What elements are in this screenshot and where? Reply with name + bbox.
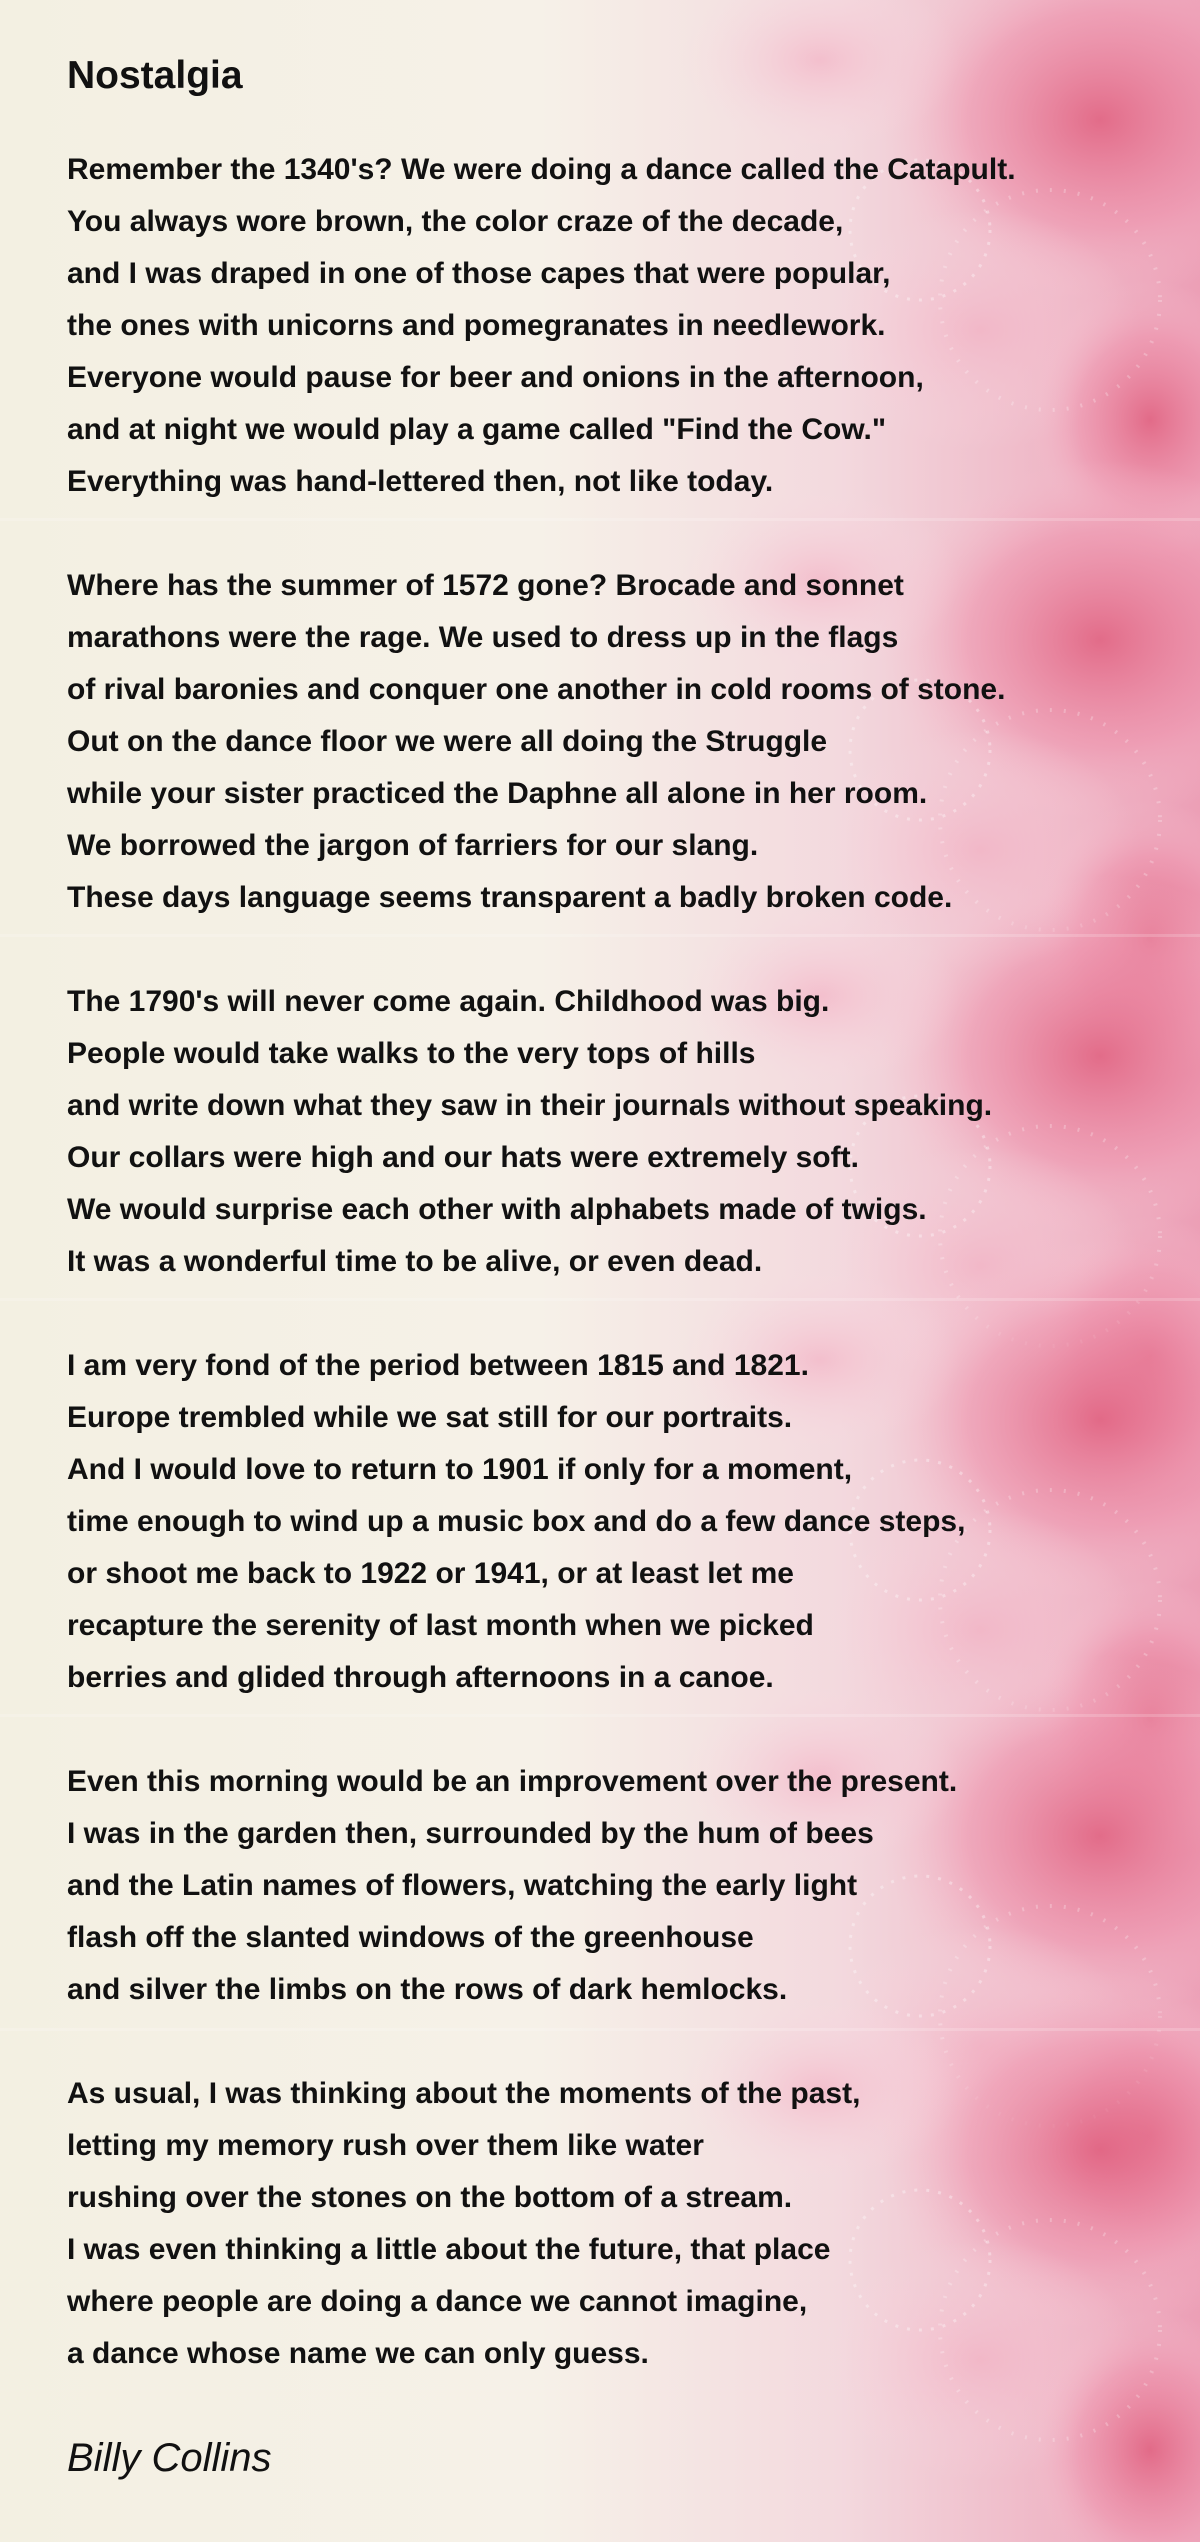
poem-line: Out on the dance floor we were all doing the Struggle	[67, 725, 828, 758]
poem-line: It was a wonderful time to be alive, or even dead.	[67, 1245, 763, 1278]
poem-container	[67, 48, 1167, 2486]
poem-line: a dance whose name we can only guess.	[67, 2337, 649, 2370]
stanza-5	[67, 1756, 1167, 2016]
stanza-3	[67, 976, 1167, 1288]
poem-line: the ones with unicorns and pomegranates in needlework.	[67, 309, 886, 342]
poem-line: recapture the serenity of last month when we picked	[67, 1609, 814, 1642]
poem-line: And I would love to return to 1901 if only for a moment,	[67, 1453, 853, 1486]
poem-line: time enough to wind up a music box and do a few dance steps,	[67, 1505, 966, 1538]
poem-line: or shoot me back to 1922 or 1941, or at least let me	[67, 1557, 794, 1590]
poem-author: Billy Collins	[67, 2436, 272, 2480]
poem-line: and the Latin names of flowers, watching the early light	[67, 1869, 858, 1902]
poem-line: I was in the garden then, surrounded by the hum of bees	[67, 1817, 874, 1850]
poem-line: marathons were the rage. We used to dress up in the flags	[67, 621, 899, 654]
poem-line: and I was draped in one of those capes that were popular,	[67, 257, 891, 290]
poem-line: and silver the limbs on the rows of dark hemlocks.	[67, 1973, 788, 2006]
stanza-6	[67, 2068, 1167, 2380]
stanza-4	[67, 1340, 1167, 1704]
stanza-1	[67, 144, 1167, 508]
poem-line: Remember the 1340's? We were doing a dance called the Catapult.	[67, 153, 1016, 186]
poem-line: rushing over the stones on the bottom of a stream.	[67, 2181, 793, 2214]
poem-line: flash off the slanted windows of the greenhouse	[67, 1921, 754, 1954]
poem-line: These days language seems transparent a badly broken code.	[67, 881, 953, 914]
poem-line: As usual, I was thinking about the moments of the past,	[67, 2077, 861, 2110]
poem-line: of rival baronies and conquer one another in cold rooms of stone.	[67, 673, 1006, 706]
poem-line: and at night we would play a game called "Find the Cow."	[67, 413, 887, 446]
poem-line: Our collars were high and our hats were extremely soft.	[67, 1141, 859, 1174]
poem-line: We would surprise each other with alphabets made of twigs.	[67, 1193, 927, 1226]
poem-line: I was even thinking a little about the future, that place	[67, 2233, 831, 2266]
poem-line: Everything was hand-lettered then, not like today.	[67, 465, 774, 498]
poem-line: and write down what they saw in their journals without speaking.	[67, 1089, 993, 1122]
poem-line: Even this morning would be an improvement over the present.	[67, 1765, 958, 1798]
poem-line: People would take walks to the very tops of hills	[67, 1037, 756, 1070]
poem-line: Everyone would pause for beer and onions in the afternoon,	[67, 361, 924, 394]
poem-line: Where has the summer of 1572 gone? Brocade and sonnet	[67, 569, 904, 602]
poem-line: Europe trembled while we sat still for our portraits.	[67, 1401, 793, 1434]
poem-title: Nostalgia	[67, 54, 243, 97]
poem-line: You always wore brown, the color craze of the decade,	[67, 205, 844, 238]
poem-line: letting my memory rush over them like water	[67, 2129, 704, 2162]
poem-line: berries and glided through afternoons in a canoe.	[67, 1661, 774, 1694]
poem-line: I am very fond of the period between 1815 and 1821.	[67, 1349, 809, 1382]
poem-line: The 1790's will never come again. Childhood was big.	[67, 985, 830, 1018]
poem-line: while your sister practiced the Daphne all alone in her room.	[67, 777, 928, 810]
poem-line: where people are doing a dance we cannot imagine,	[67, 2285, 808, 2318]
poem-line: We borrowed the jargon of farriers for our slang.	[67, 829, 759, 862]
stanza-2	[67, 560, 1167, 924]
